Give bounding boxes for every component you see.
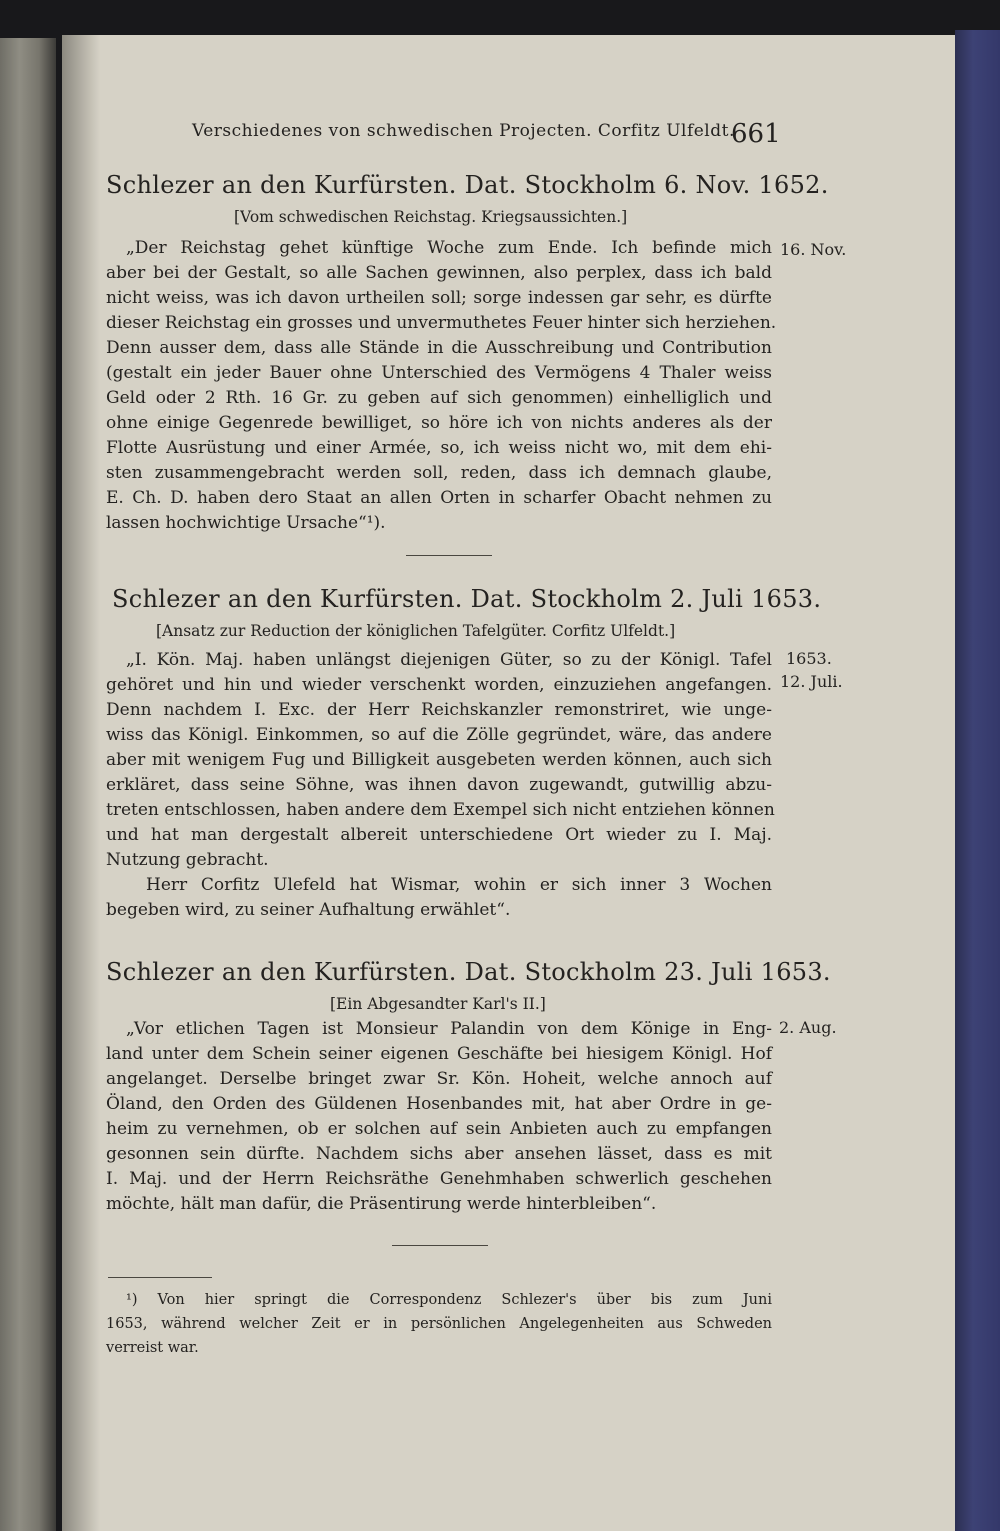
margin-date-3: 2. Aug.	[779, 1018, 837, 1037]
footnote-line: 1653, während welcher Zeit er in persönlichen Angelegenheiten aus Schweden	[106, 1316, 772, 1332]
text-line: gehöret und hin und wieder verschenkt worden, einzuziehen angefangen.	[106, 675, 772, 695]
gutter-shadow	[62, 35, 100, 1531]
page-number: 661	[731, 119, 781, 149]
text-line: erkläret, dass seine Söhne, was ihnen davon zugewandt, gutwillig abzu-	[106, 775, 772, 795]
running-header: Verschiedenes von schwedischen Projecten. Corfitz Ulfeldt.	[192, 121, 735, 141]
text-line: „I. Kön. Maj. haben unlängst diejenigen Güter, so zu der Königl. Tafel	[126, 650, 772, 670]
section-title-2: Schlezer an den Kurfürsten. Dat. Stockholm 2. Juli 1653.	[112, 585, 822, 613]
section-title-1: Schlezer an den Kurfürsten. Dat. Stockholm 6. Nov. 1652.	[106, 171, 829, 199]
text-line: „Der Reichstag gehet künftige Woche zum Ende. Ich befinde mich	[126, 238, 772, 258]
text-line: sten zusammengebracht werden soll, reden, dass ich demnach glaube,	[106, 463, 772, 483]
section-divider	[406, 555, 492, 556]
section-subtitle-3: [Ein Abgesandter Karl's II.]	[330, 995, 546, 1013]
section-body-2	[106, 648, 775, 923]
section-title-3: Schlezer an den Kurfürsten. Dat. Stockholm 23. Juli 1653.	[106, 958, 831, 986]
margin-date-1: 16. Nov.	[780, 240, 847, 259]
text-line: aber bei der Gestalt, so alle Sachen gewinnen, also perplex, dass ich bald	[106, 263, 772, 283]
book-page	[62, 35, 955, 1531]
text-line: wiss das Königl. Einkommen, so auf die Zölle gegründet, wäre, das andere	[106, 725, 772, 745]
text-line: „Vor etlichen Tagen ist Monsieur Palandin von dem Könige in Eng-	[126, 1019, 772, 1039]
text-line: heim zu vernehmen, ob er solchen auf sein Anbieten auch zu empfangen	[106, 1119, 772, 1139]
text-line: nicht weiss, was ich davon urtheilen soll; sorge indessen gar sehr, es dürfte	[106, 288, 772, 308]
book-cover-edge	[955, 30, 1000, 1531]
text-line: Denn nachdem I. Exc. der Herr Reichskanzler remonstriret, wie unge-	[106, 700, 772, 720]
margin-date-2a: 1653.	[786, 649, 832, 668]
text-line: gesonnen sein dürfte. Nachdem sichs aber ansehen lässet, dass es mit	[106, 1144, 772, 1164]
text-line: I. Maj. und der Herrn Reichsräthe Genehmhaben schwerlich geschehen	[106, 1169, 772, 1189]
section-divider	[392, 1245, 488, 1246]
section-subtitle-2: [Ansatz zur Reduction der königlichen Tafelgüter. Corfitz Ulfeldt.]	[156, 622, 676, 640]
text-line: lassen hochwichtige Ursache“¹).	[106, 513, 386, 533]
left-page-edge	[0, 38, 56, 1531]
text-line: dieser Reichstag ein grosses und unvermuthetes Feuer hinter sich herziehen.	[106, 313, 777, 333]
text-line: E. Ch. D. haben dero Staat an allen Orten in scharfer Obacht nehmen zu	[106, 488, 772, 508]
text-line: begeben wird, zu seiner Aufhaltung erwählet“.	[106, 900, 511, 920]
text-line: land unter dem Schein seiner eigenen Geschäfte bei hiesigem Königl. Hof	[106, 1044, 772, 1064]
text-line: möchte, hält man dafür, die Präsentirung werde hinterbleiben“.	[106, 1194, 657, 1214]
text-line: (gestalt ein jeder Bauer ohne Unterschied des Vermögens 4 Thaler weiss	[106, 363, 772, 383]
section-body-1	[106, 236, 777, 536]
text-line: und hat man dergestalt albereit unterschiedene Ort wieder zu I. Maj.	[106, 825, 772, 845]
text-line: Herr Corfitz Ulefeld hat Wismar, wohin er sich inner 3 Wochen	[146, 875, 772, 895]
text-line: Nutzung gebracht.	[106, 850, 269, 870]
text-line: angelanget. Derselbe bringet zwar Sr. Kön. Hoheit, welche annoch auf	[106, 1069, 772, 1089]
section-subtitle-1: [Vom schwedischen Reichstag. Kriegsaussichten.]	[234, 208, 628, 226]
footnote-line: ¹) Von hier springt die Correspondenz Schlezer's über bis zum Juni	[126, 1292, 772, 1308]
text-line: Geld oder 2 Rth. 16 Gr. zu geben auf sich genommen) einhelliglich und	[106, 388, 772, 408]
text-line: aber mit wenigem Fug und Billigkeit ausgebeten werden können, auch sich	[106, 750, 772, 770]
footnote-line: verreist war.	[106, 1340, 199, 1356]
footnote	[106, 1288, 772, 1360]
text-line: Öland, den Orden des Güldenen Hosenbandes mit, hat aber Ordre in ge-	[106, 1094, 772, 1114]
text-line: Denn ausser dem, dass alle Stände in die Ausschreibung und Contribution	[106, 338, 772, 358]
margin-date-2b: 12. Juli.	[780, 672, 843, 691]
text-line: Flotte Ausrüstung und einer Armée, so, ich weiss nicht wo, mit dem ehi-	[106, 438, 772, 458]
footnote-rule	[108, 1277, 212, 1278]
section-body-3	[106, 1017, 772, 1217]
text-line: ohne einige Gegenrede bewilliget, so höre ich von nichts anderes als der	[106, 413, 772, 433]
text-line: treten entschlossen, haben andere dem Exempel sich nicht entziehen können	[106, 800, 775, 820]
